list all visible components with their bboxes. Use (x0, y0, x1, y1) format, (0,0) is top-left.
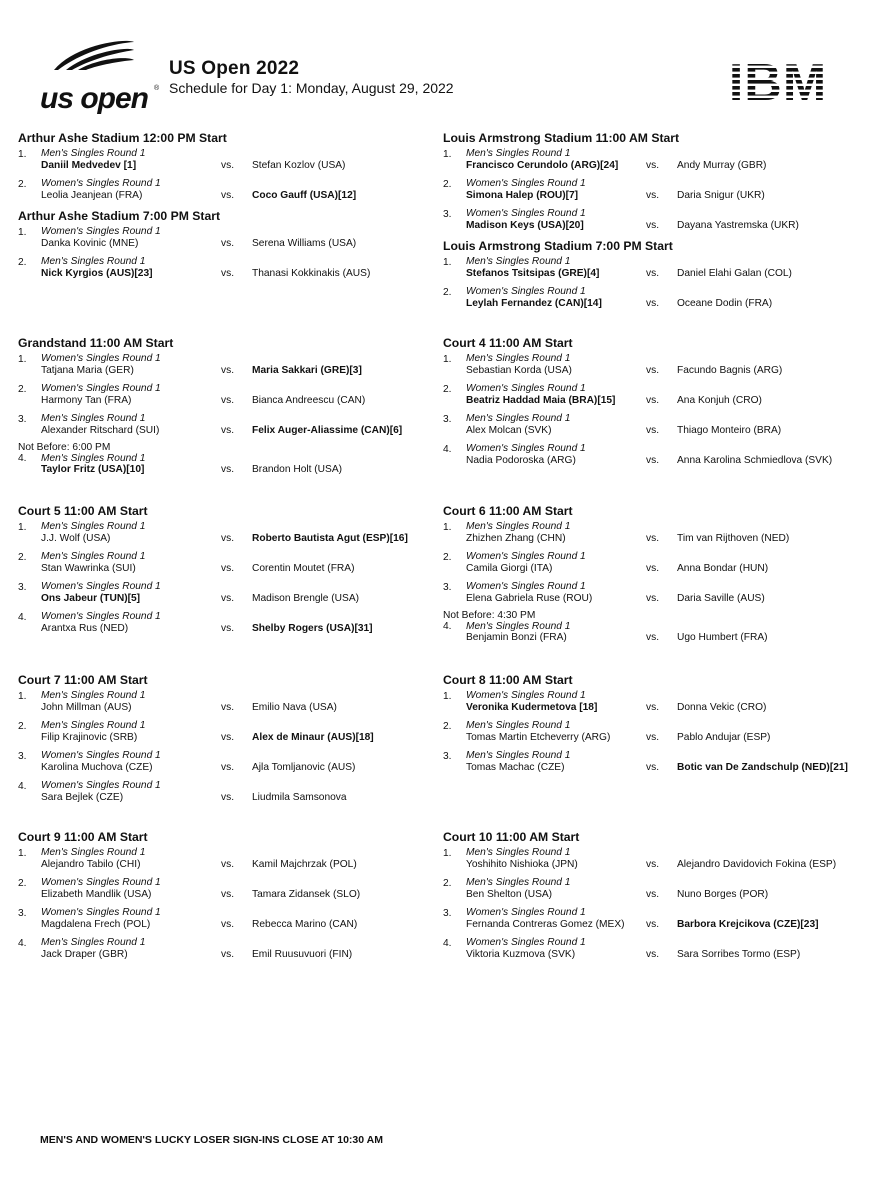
court-title: Court 9 11:00 AM Start (18, 830, 148, 844)
player-one: Karolina Muchova (CZE) (41, 762, 153, 773)
match-round: Women's Singles Round 1 (41, 877, 161, 888)
player-one: Tatjana Maria (GER) (41, 365, 134, 376)
match-row (443, 255, 863, 285)
court-section (18, 334, 438, 480)
versus-label: vs. (221, 268, 235, 279)
match-round: Men's Singles Round 1 (466, 621, 571, 632)
court-title: Court 5 11:00 AM Start (18, 504, 148, 518)
match-round: Men's Singles Round 1 (466, 877, 571, 888)
player-one: Stan Wawrinka (SUI) (41, 563, 136, 574)
match-round: Women's Singles Round 1 (466, 443, 586, 454)
player-two: Dayana Yastremska (UKR) (677, 220, 799, 231)
match-round: Men's Singles Round 1 (41, 551, 146, 562)
player-two: Facundo Bagnis (ARG) (677, 365, 783, 376)
player-two: Oceane Dodin (FRA) (677, 298, 773, 309)
match-number: 4. (18, 612, 27, 623)
match-round: Men's Singles Round 1 (41, 690, 146, 701)
court-section (18, 502, 438, 640)
player-two: Daniel Elahi Galan (COL) (677, 268, 792, 279)
match-number: 4. (18, 938, 27, 949)
match-number: 4. (443, 621, 452, 632)
logo-text: us open (40, 82, 149, 115)
court-title: Court 7 11:00 AM Start (18, 673, 148, 687)
match-round: Men's Singles Round 1 (41, 453, 146, 464)
player-two: Stefan Kozlov (USA) (252, 160, 346, 171)
versus-label: vs. (646, 533, 660, 544)
court-section (443, 334, 863, 472)
player-two: Kamil Majchrzak (POL) (252, 859, 357, 870)
player-two: Ana Konjuh (CRO) (677, 395, 762, 406)
match-number: 2. (443, 552, 452, 563)
page-header (0, 0, 876, 125)
match-row (443, 689, 863, 719)
player-two: Nuno Borges (POR) (677, 889, 769, 900)
match-number: 2. (443, 721, 452, 732)
versus-label: vs. (221, 464, 235, 475)
versus-label: vs. (221, 623, 235, 634)
player-one: Jack Draper (GBR) (41, 949, 128, 960)
player-two: Bianca Andreescu (CAN) (252, 395, 366, 406)
match-number: 3. (443, 414, 452, 425)
match-row (443, 285, 863, 315)
player-one: Alex Molcan (SVK) (466, 425, 552, 436)
player-two: Sara Sorribes Tormo (ESP) (677, 949, 801, 960)
match-row (18, 225, 438, 255)
match-row (18, 779, 438, 809)
player-one: Yoshihito Nishioka (JPN) (466, 859, 578, 870)
match-number: 1. (443, 354, 452, 365)
match-row (18, 580, 438, 610)
match-number: 3. (443, 751, 452, 762)
versus-label: vs. (646, 298, 660, 309)
player-one: Veronika Kudermetova [18] (466, 702, 598, 713)
not-before-note: Not Before: 4:30 PM (443, 610, 536, 621)
versus-label: vs. (646, 732, 660, 743)
match-number: 4. (18, 781, 27, 792)
player-one: Zhizhen Zhang (CHN) (466, 533, 566, 544)
player-two: Pablo Andujar (ESP) (677, 732, 771, 743)
player-one: John Millman (AUS) (41, 702, 132, 713)
court-title: Grandstand 11:00 AM Start (18, 336, 174, 350)
player-one: Tomas Machac (CZE) (466, 762, 565, 773)
match-number: 2. (443, 287, 452, 298)
match-round: Men's Singles Round 1 (41, 720, 146, 731)
player-two: Andy Murray (GBR) (677, 160, 767, 171)
not-before-note: Not Before: 6:00 PM (18, 442, 111, 453)
versus-label: vs. (221, 533, 235, 544)
court-title: Louis Armstrong Stadium 7:00 PM Start (443, 239, 673, 253)
match-number: 1. (443, 848, 452, 859)
match-number: 1. (18, 354, 27, 365)
match-round: Men's Singles Round 1 (466, 353, 571, 364)
player-two: Felix Auger-Aliassime (CAN)[6] (252, 425, 403, 436)
match-round: Women's Singles Round 1 (41, 178, 161, 189)
player-one: J.J. Wolf (USA) (41, 533, 111, 544)
page-subtitle: Schedule for Day 1: Monday, August 29, 2022 (169, 80, 454, 96)
versus-label: vs. (646, 563, 660, 574)
player-one: Benjamin Bonzi (FRA) (466, 632, 567, 643)
match-row (443, 719, 863, 749)
match-round: Women's Singles Round 1 (41, 907, 161, 918)
match-row (18, 382, 438, 412)
versus-label: vs. (646, 425, 660, 436)
match-row (443, 147, 863, 177)
versus-label: vs. (221, 859, 235, 870)
match-number: 1. (443, 691, 452, 702)
court-section (18, 207, 438, 285)
versus-label: vs. (221, 425, 235, 436)
player-one: Beatriz Haddad Maia (BRA)[15] (466, 395, 616, 406)
versus-label: vs. (221, 160, 235, 171)
match-number: 2. (443, 179, 452, 190)
match-row (18, 147, 438, 177)
player-two: Maria Sakkari (GRE)[3] (252, 365, 362, 376)
versus-label: vs. (646, 395, 660, 406)
versus-label: vs. (221, 702, 235, 713)
match-row (18, 550, 438, 580)
versus-label: vs. (646, 632, 660, 643)
versus-label: vs. (221, 238, 235, 249)
match-round: Women's Singles Round 1 (466, 907, 586, 918)
player-one: Magdalena Frech (POL) (41, 919, 151, 930)
player-one: Fernanda Contreras Gomez (MEX) (466, 919, 625, 930)
svg-text:®: ® (154, 85, 160, 92)
versus-label: vs. (646, 859, 660, 870)
match-row (18, 906, 438, 936)
match-number: 1. (18, 227, 27, 238)
player-one: Elena Gabriela Ruse (ROU) (466, 593, 593, 604)
versus-label: vs. (646, 220, 660, 231)
match-round: Women's Singles Round 1 (466, 286, 586, 297)
match-row (18, 719, 438, 749)
match-row (18, 352, 438, 382)
match-number: 1. (443, 257, 452, 268)
match-row (443, 550, 863, 580)
player-two: Alex de Minaur (AUS)[18] (252, 732, 374, 743)
player-one: Madison Keys (USA)[20] (466, 220, 584, 231)
match-row (18, 177, 438, 207)
match-row (443, 177, 863, 207)
match-round: Women's Singles Round 1 (466, 208, 586, 219)
match-number: 3. (443, 209, 452, 220)
player-one: Leolia Jeanjean (FRA) (41, 190, 143, 201)
match-row (443, 580, 863, 610)
player-one: Stefanos Tsitsipas (GRE)[4] (466, 268, 600, 279)
player-one: Camila Giorgi (ITA) (466, 563, 553, 574)
match-round: Women's Singles Round 1 (466, 551, 586, 562)
match-number: 3. (18, 751, 27, 762)
versus-label: vs. (221, 593, 235, 604)
match-number: 4. (443, 444, 452, 455)
court-section (18, 671, 438, 809)
versus-label: vs. (221, 365, 235, 376)
court-section (443, 828, 863, 966)
match-row (443, 207, 863, 237)
match-row (443, 382, 863, 412)
player-one: Leylah Fernandez (CAN)[14] (466, 298, 602, 309)
player-one: Arantxa Rus (NED) (41, 623, 129, 634)
player-one: Sebastian Korda (USA) (466, 365, 572, 376)
ibm-logo (716, 56, 840, 104)
match-row (18, 454, 438, 480)
match-number: 4. (18, 453, 27, 464)
match-number: 1. (18, 522, 27, 533)
player-two: Botic van De Zandschulp (NED)[21] (677, 762, 848, 773)
player-two: Thanasi Kokkinakis (AUS) (252, 268, 371, 279)
match-row (18, 610, 438, 640)
match-number: 1. (18, 848, 27, 859)
player-two: Corentin Moutet (FRA) (252, 563, 355, 574)
player-two: Roberto Bautista Agut (ESP)[16] (252, 533, 408, 544)
match-round: Women's Singles Round 1 (41, 780, 161, 791)
player-two: Tim van Rijthoven (NED) (677, 533, 790, 544)
player-two: Thiago Monteiro (BRA) (677, 425, 782, 436)
match-row (18, 520, 438, 550)
versus-label: vs. (646, 949, 660, 960)
versus-label: vs. (646, 455, 660, 466)
match-round: Women's Singles Round 1 (466, 178, 586, 189)
player-two: Ugo Humbert (FRA) (677, 632, 768, 643)
player-two: Daria Saville (AUS) (677, 593, 765, 604)
court-section (18, 828, 438, 966)
versus-label: vs. (646, 762, 660, 773)
player-one: Elizabeth Mandlik (USA) (41, 889, 152, 900)
versus-label: vs. (221, 792, 235, 803)
player-one: Daniil Medvedev [1] (41, 160, 137, 171)
court-title: Court 6 11:00 AM Start (443, 504, 573, 518)
court-section (18, 129, 438, 207)
versus-label: vs. (221, 949, 235, 960)
player-two: Anna Bondar (HUN) (677, 563, 769, 574)
player-two: Madison Brengle (USA) (252, 593, 360, 604)
versus-label: vs. (221, 889, 235, 900)
court-section (443, 237, 863, 315)
court-title: Arthur Ashe Stadium 12:00 PM Start (18, 131, 227, 145)
player-one: Filip Krajinovic (SRB) (41, 732, 138, 743)
player-one: Nadia Podoroska (ARG) (466, 455, 576, 466)
player-one: Viktoria Kuzmova (SVK) (466, 949, 576, 960)
match-number: 4. (443, 938, 452, 949)
match-round: Men's Singles Round 1 (41, 937, 146, 948)
player-two: Tamara Zidansek (SLO) (252, 889, 361, 900)
player-one: Simona Halep (ROU)[7] (466, 190, 579, 201)
match-row (18, 749, 438, 779)
player-two: Shelby Rogers (USA)[31] (252, 623, 373, 634)
court-section (443, 129, 863, 237)
match-number: 2. (18, 878, 27, 889)
versus-label: vs. (221, 919, 235, 930)
versus-label: vs. (221, 762, 235, 773)
match-round: Men's Singles Round 1 (466, 413, 571, 424)
match-row (443, 936, 863, 966)
court-title: Court 10 11:00 AM Start (443, 830, 580, 844)
player-one: Nick Kyrgios (AUS)[23] (41, 268, 153, 279)
match-round: Women's Singles Round 1 (41, 353, 161, 364)
match-round: Men's Singles Round 1 (466, 720, 571, 731)
match-round: Women's Singles Round 1 (466, 937, 586, 948)
match-number: 3. (18, 582, 27, 593)
match-number: 2. (18, 257, 27, 268)
match-row (443, 906, 863, 936)
match-row (18, 936, 438, 966)
match-round: Women's Singles Round 1 (466, 383, 586, 394)
versus-label: vs. (221, 732, 235, 743)
versus-label: vs. (646, 593, 660, 604)
player-two: Barbora Krejcikova (CZE)[23] (677, 919, 819, 930)
match-round: Women's Singles Round 1 (41, 581, 161, 592)
match-row (443, 412, 863, 442)
match-number: 3. (443, 582, 452, 593)
match-number: 2. (18, 179, 27, 190)
match-number: 1. (443, 522, 452, 533)
match-number: 1. (443, 149, 452, 160)
match-number: 1. (18, 149, 27, 160)
match-number: 2. (443, 878, 452, 889)
versus-label: vs. (646, 190, 660, 201)
player-one: Ons Jabeur (TUN)[5] (41, 593, 141, 604)
match-number: 2. (443, 384, 452, 395)
match-round: Men's Singles Round 1 (466, 521, 571, 532)
match-round: Men's Singles Round 1 (466, 148, 571, 159)
match-row (443, 520, 863, 550)
player-two: Brandon Holt (USA) (252, 464, 343, 475)
match-round: Men's Singles Round 1 (41, 413, 146, 424)
match-round: Women's Singles Round 1 (41, 750, 161, 761)
player-one: Ben Shelton (USA) (466, 889, 553, 900)
match-round: Women's Singles Round 1 (41, 383, 161, 394)
footer-note: MEN'S AND WOMEN'S LUCKY LOSER SIGN-INS CLOSE AT 10:30 AM (40, 1134, 383, 1146)
player-two: Ajla Tomljanovic (AUS) (252, 762, 356, 773)
player-one: Danka Kovinic (MNE) (41, 238, 139, 249)
match-number: 3. (18, 908, 27, 919)
match-round: Women's Singles Round 1 (41, 611, 161, 622)
player-two: Daria Snigur (UKR) (677, 190, 765, 201)
page-title: US Open 2022 (169, 58, 300, 79)
match-row (443, 846, 863, 876)
player-two: Liudmila Samsonova (252, 792, 347, 803)
versus-label: vs. (646, 919, 660, 930)
match-row (18, 412, 438, 442)
versus-label: vs. (221, 563, 235, 574)
court-section (443, 671, 863, 779)
court-title: Court 4 11:00 AM Start (443, 336, 573, 350)
versus-label: vs. (646, 889, 660, 900)
versus-label: vs. (646, 702, 660, 713)
match-number: 3. (443, 908, 452, 919)
player-two: Coco Gauff (USA)[12] (252, 190, 357, 201)
match-round: Men's Singles Round 1 (466, 750, 571, 761)
player-two: Emilio Nava (USA) (252, 702, 337, 713)
match-row (443, 622, 863, 648)
player-two: Alejandro Davidovich Fokina (ESP) (677, 859, 837, 870)
us-open-logo (36, 38, 166, 116)
match-row (18, 876, 438, 906)
player-one: Taylor Fritz (USA)[10] (41, 464, 145, 475)
player-two: Donna Vekic (CRO) (677, 702, 767, 713)
match-round: Men's Singles Round 1 (41, 521, 146, 532)
match-number: 1. (18, 691, 27, 702)
player-one: Harmony Tan (FRA) (41, 395, 132, 406)
match-row (18, 255, 438, 285)
match-number: 2. (18, 552, 27, 563)
player-one: Sara Bejlek (CZE) (41, 792, 124, 803)
player-two: Anna Karolina Schmiedlova (SVK) (677, 455, 833, 466)
versus-label: vs. (221, 190, 235, 201)
player-two: Emil Ruusuvuori (FIN) (252, 949, 353, 960)
player-one: Alejandro Tabilo (CHI) (41, 859, 141, 870)
match-round: Men's Singles Round 1 (466, 256, 571, 267)
player-two: Rebecca Marino (CAN) (252, 919, 358, 930)
versus-label: vs. (646, 365, 660, 376)
match-row (443, 749, 863, 779)
court-title: Arthur Ashe Stadium 7:00 PM Start (18, 209, 221, 223)
match-round: Men's Singles Round 1 (466, 847, 571, 858)
court-title: Louis Armstrong Stadium 11:00 AM Start (443, 131, 680, 145)
match-round: Men's Singles Round 1 (41, 847, 146, 858)
match-row (443, 442, 863, 472)
player-two: Serena Williams (USA) (252, 238, 357, 249)
match-number: 2. (18, 721, 27, 732)
player-one: Alexander Ritschard (SUI) (41, 425, 160, 436)
match-number: 2. (18, 384, 27, 395)
match-row (18, 689, 438, 719)
match-number: 3. (18, 414, 27, 425)
match-row (18, 846, 438, 876)
match-round: Women's Singles Round 1 (41, 226, 161, 237)
match-round: Men's Singles Round 1 (41, 148, 146, 159)
court-section (443, 502, 863, 648)
match-row (443, 876, 863, 906)
versus-label: vs. (646, 268, 660, 279)
match-round: Women's Singles Round 1 (466, 581, 586, 592)
match-row (443, 352, 863, 382)
versus-label: vs. (221, 395, 235, 406)
player-one: Tomas Martin Etcheverry (ARG) (466, 732, 611, 743)
player-one: Francisco Cerundolo (ARG)[24] (466, 160, 619, 171)
match-round: Men's Singles Round 1 (41, 256, 146, 267)
court-title: Court 8 11:00 AM Start (443, 673, 573, 687)
versus-label: vs. (646, 160, 660, 171)
match-round: Women's Singles Round 1 (466, 690, 586, 701)
